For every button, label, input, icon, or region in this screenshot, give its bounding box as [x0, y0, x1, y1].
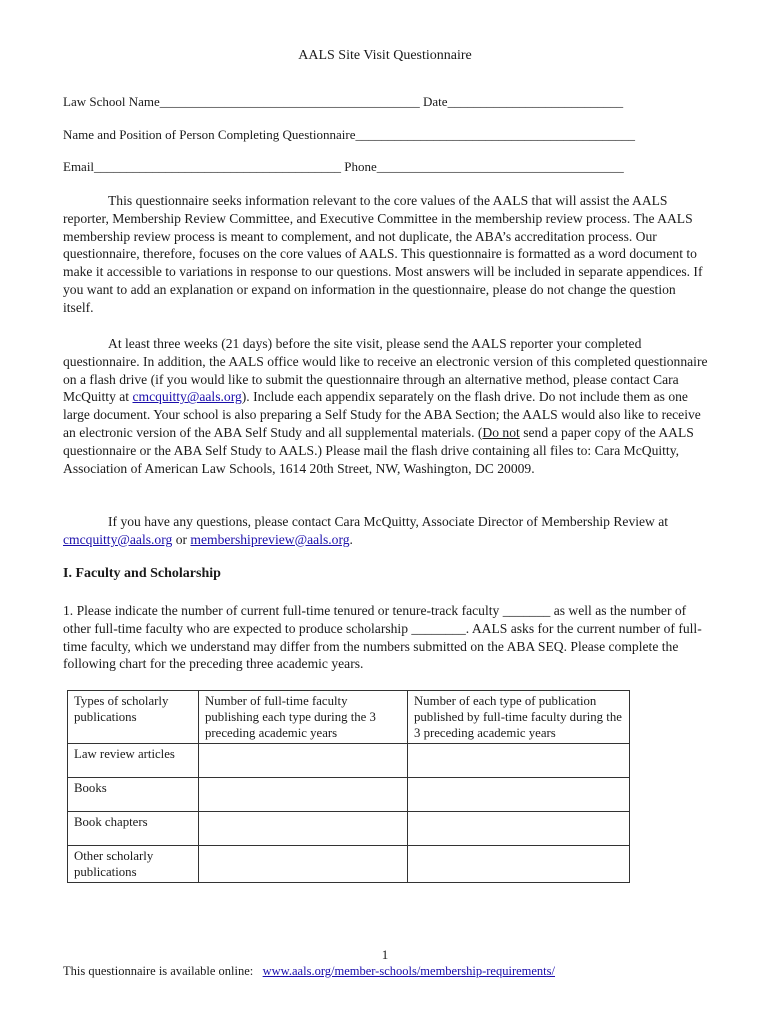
table-header-cell: Number of each type of publication published by full-time faculty during the 3 preceding academic years — [408, 691, 630, 744]
table-input-cell[interactable] — [408, 778, 630, 812]
intro-text-3-end: . — [349, 531, 353, 547]
table-input-cell[interactable] — [408, 744, 630, 778]
table-row-label: Law review articles — [68, 744, 199, 778]
table-input-cell[interactable] — [199, 744, 408, 778]
membership-review-email-link[interactable]: membershipreview@aals.org — [190, 531, 350, 547]
table-row-label: Books — [68, 778, 199, 812]
table-row — [68, 744, 630, 778]
table-row-label: Other scholarly publications — [68, 846, 199, 883]
email-field[interactable]: ______________________________________ — [94, 159, 342, 174]
footer-note — [63, 964, 555, 979]
intro-paragraph-3 — [63, 513, 708, 549]
cmcquitty-email-link[interactable]: cmcquitty@aals.org — [132, 389, 242, 405]
phone-field[interactable]: ______________________________________ — [376, 159, 624, 174]
page-title: AALS Site Visit Questionnaire — [298, 48, 472, 63]
law-school-label: Law School Name — [63, 94, 160, 109]
table-input-cell[interactable] — [199, 778, 408, 812]
name-position-label: Name and Position of Person Completing Questionnaire — [63, 127, 356, 142]
email-label: Email — [63, 159, 95, 174]
intro-text-1: This questionnaire seeks information relevant to the core values of the AALS that will assist the AALS reporter, Membership Review Committee, and Executive Committee in the membership review process. The AALS membership review process is meant to complement, and not duplicate, the ABA’s accreditation process. Our questionnaire, therefore, focuses on the core values of AALS. This questionnaire is formatted as a word document to make it accessible to variations in response to our questions. Most answers will be included in separate appendices. If you want to add an explanation or expand on information in the questionnaire, please do not change the question itself. — [63, 193, 703, 315]
table-header-cell: Types of scholarly publications — [68, 691, 199, 744]
table-input-cell[interactable] — [408, 812, 630, 846]
table-input-cell[interactable] — [199, 812, 408, 846]
table-row-label: Book chapters — [68, 812, 199, 846]
table-row — [68, 778, 630, 812]
table-header-row — [68, 691, 630, 744]
table-input-cell[interactable] — [199, 846, 408, 883]
question-1-text: 1. Please indicate the number of current full-time tenured or tenure-track faculty _______ as well as the number of other full-time faculty who are expected to produce scholarship ________. AALS asks for the current number of full-time faculty, which we understand may differ from the numbers submitted on the ABA SEQ. Please complete the following chart for the preceding three academic years. — [63, 603, 702, 672]
date-field[interactable]: ___________________________ — [447, 94, 624, 109]
do-not-emphasis: Do not — [482, 424, 520, 440]
section-heading: I. Faculty and Scholarship — [63, 566, 221, 581]
intro-text-3a: If you have any questions, please contact Cara McQuitty, Associate Director of Membership Review at — [108, 514, 669, 529]
intro-paragraph-2 — [63, 335, 708, 477]
cmcquitty-email-link-2[interactable]: cmcquitty@aals.org — [63, 531, 173, 547]
intro-text-2a: At least three weeks (21 days) before the site visit, please send the AALS reporter your completed questionnaire. In addition, the AALS office would like to receive an electronic version of this completed questionnaire on a flash drive (if you would like to submit the questionnaire through an alternative method, please contact Cara McQuitty at — [63, 336, 708, 405]
question-1 — [63, 602, 708, 673]
date-label: Date — [423, 94, 448, 109]
publications-table — [67, 690, 630, 883]
intro-text-3-or: or — [172, 531, 191, 547]
table-input-cell[interactable] — [408, 846, 630, 883]
name-position-field[interactable]: ___________________________________________ — [355, 127, 635, 142]
page-number: 1 — [381, 947, 389, 962]
table-row — [68, 846, 630, 883]
table-row — [68, 812, 630, 846]
phone-label: Phone — [344, 159, 377, 174]
intro-paragraph-1 — [63, 192, 708, 317]
law-school-field[interactable]: ________________________________________ — [159, 94, 420, 109]
intro-text-2c: send a paper copy of the AALS questionnaire or the ABA Self Study to AALS.) Please mail the flash drive containing all files to: Cara McQuitty, Association of American Law Schools, 1614 20th Street, NW, Washington, DC 20009. — [63, 424, 694, 476]
footer-note-text: This questionnaire is available online: — [63, 964, 254, 978]
law-school-date-line — [63, 94, 693, 110]
footer-url-link[interactable]: www.aals.org/member-schools/membership-requirements/ — [262, 964, 555, 978]
table-header-cell: Number of full-time faculty publishing each type during the 3 preceding academic years — [199, 691, 408, 744]
intro-text-2b: ). Include each appendix separately on the flash drive. Do not include them as one large document. Your school is also preparing a Self Study for the ABA Section; the AALS would also like to receive an electronic version of the ABA Self Study and all supplemental materials. ( — [63, 389, 701, 440]
name-position-line — [63, 127, 693, 143]
email-phone-line — [63, 159, 693, 175]
